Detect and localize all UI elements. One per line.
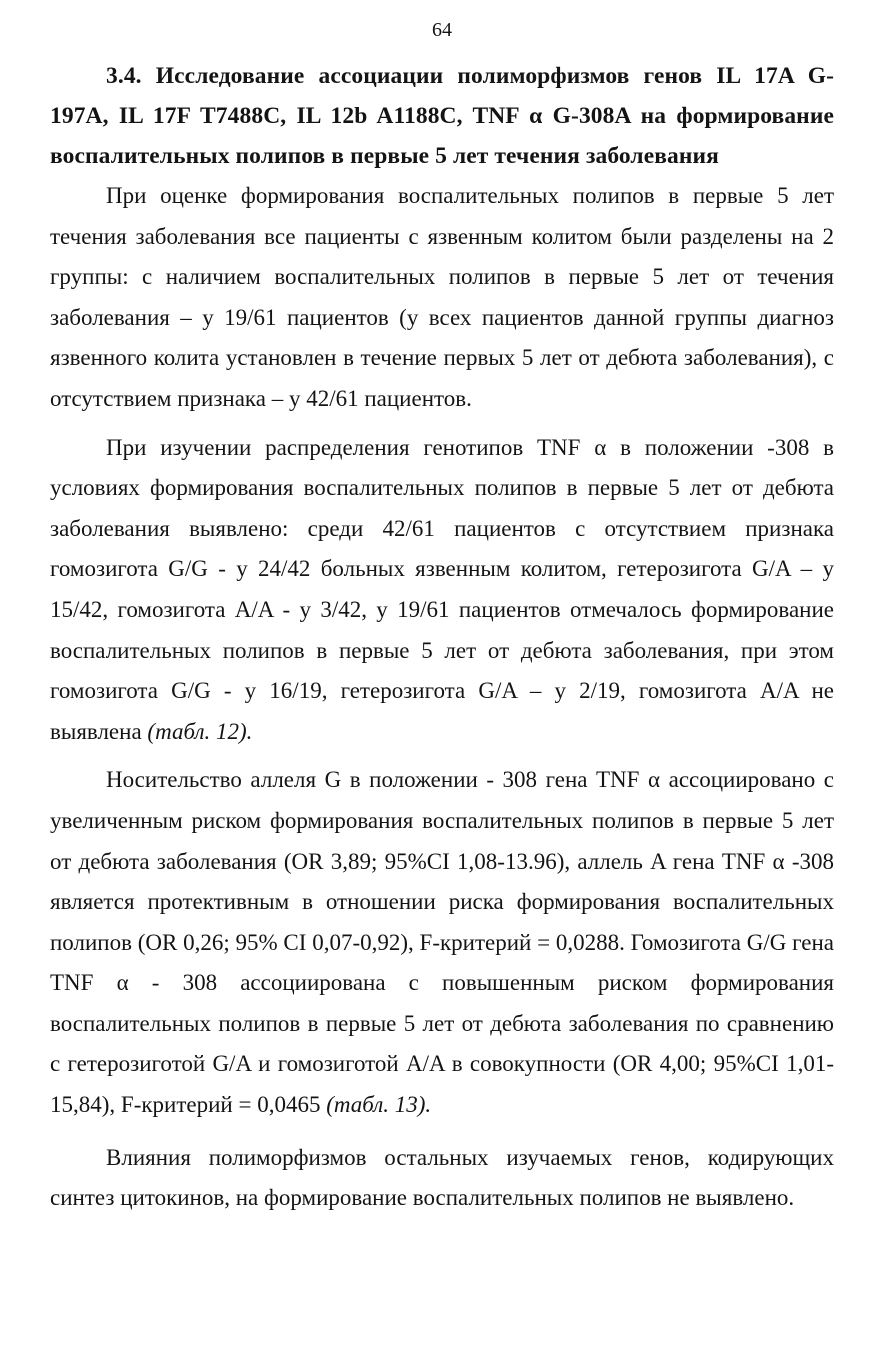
- paragraph-3-text: Носительство аллеля G в положении - 308 гена TNF α ассоциировано с увеличенным риском формирования воспалительных полипов в первые 5 лет от дебюта заболевания (OR 3,89; 95%CI 1,08-13.96), аллель A гена TNF α -308 является протективным в отношении риска формирования воспалительных полипов (OR 0,26; 95% CI 0,07-0,92), F-критерий = 0,0288. Гомозигота G/G гена TNF α - 308 ассоциирована с повышенным риском формирования воспалительных полипов в первые 5 лет от дебюта заболевания по сравнению с гетерозиготой G/A и гомозиготой A/A в совокупности (OR 4,00; 95%CI 1,01-15,84), F-критерий = 0,0465: [50, 767, 834, 1118]
- paragraph-4: [50, 1138, 834, 1219]
- paragraph-2: [50, 428, 834, 753]
- table-reference-12: (табл. 12).: [147, 718, 253, 744]
- paragraph-1: [50, 176, 834, 420]
- paragraph-4-text: Влияния полиморфизмов остальных изучаемых генов, кодирующих синтез цитокинов, на формирование воспалительных полипов не выявлено.: [50, 1144, 834, 1211]
- paragraph-2-text: При изучении распределения генотипов TNF α в положении -308 в условиях формирования воспалительных полипов в первые 5 лет от дебюта заболевания выявлено: среди 42/61 пациентов с отсутствием признака гомозигота G/G - у 24/42 больных язвенным колитом, гетерозигота G/A – у 15/42, гомозигота A/A - у 3/42, у 19/61 пациентов отмечалось формирование воспалительных полипов в первые 5 лет от дебюта заболевания, при этом гомозигота G/G - у 16/19, гетерозигота G/A – у 2/19, гомозигота A/A не выявлена: [50, 434, 834, 744]
- table-reference-13: (табл. 13).: [326, 1092, 432, 1118]
- section-heading: 3.4. Исследование ассоциации полиморфизмов генов IL 17A G-197A, IL 17F T7488C, IL 12b A1188C, TNF α G-308A на формирование воспалительных полипов в первые 5 лет течения заболевания: [50, 63, 834, 169]
- page-number: 64: [432, 19, 452, 41]
- paragraph-3: [50, 760, 834, 1125]
- page-content: [50, 56, 834, 1219]
- paragraph-1-text: При оценке формирования воспалительных полипов в первые 5 лет течения заболевания все пациенты с язвенным колитом были разделены на 2 группы: с наличием воспалительных полипов в первые 5 лет от течения заболевания – у 19/61 пациентов (у всех пациентов данной группы диагноз язвенного колита установлен в течение первых 5 лет от дебюта заболевания), с отсутствием признака – у 42/61 пациентов.: [50, 183, 834, 411]
